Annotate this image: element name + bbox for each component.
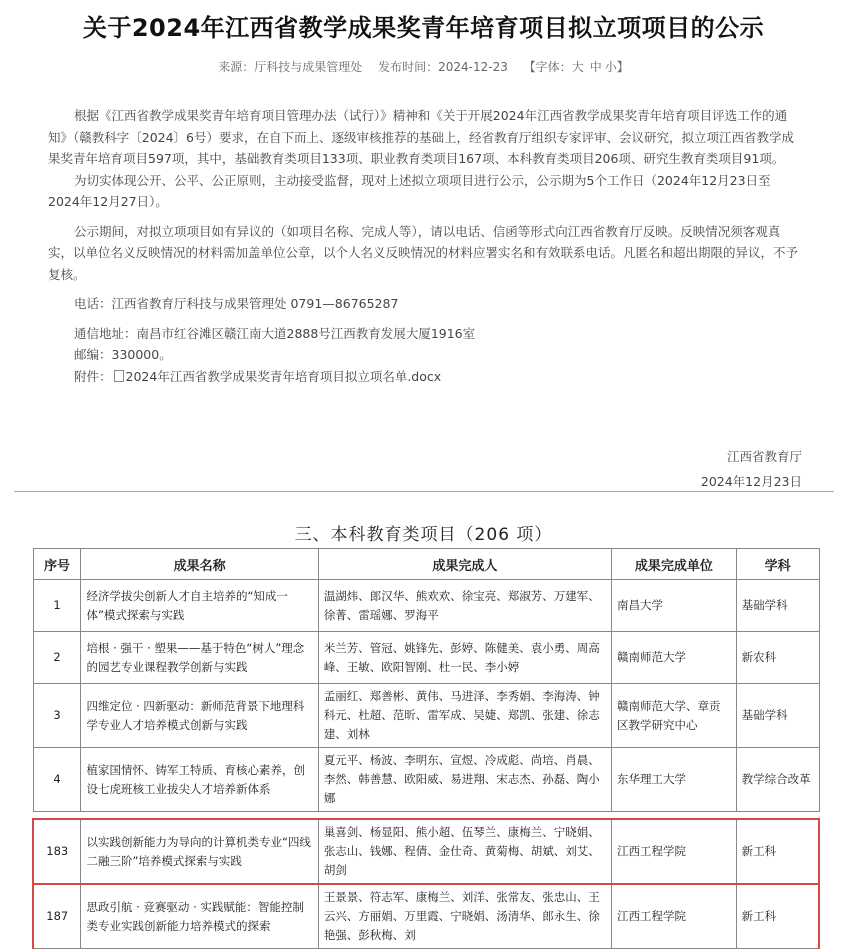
column-header-no: 序号	[33, 549, 81, 580]
cell-name: 四维定位 · 四新驱动：新师范背景下地理科学专业人才培养模式创新与实践	[81, 684, 318, 748]
table-row-highlighted	[33, 819, 819, 884]
cell-unit: 江西工程学院	[611, 819, 736, 884]
cell-subject: 基础学科	[736, 580, 819, 632]
paragraph-publicity: 为切实体现公开、公平、公正原则，主动接受监督，现对上述拟立项项目进行公示，公示期为5个工作日（2024年12月23日至2024年12月27日）。	[48, 172, 771, 209]
cell-no: 3	[33, 684, 81, 748]
cell-no: 2	[33, 632, 81, 684]
column-header-subject: 学科	[736, 549, 819, 580]
column-header-people: 成果完成人	[318, 549, 611, 580]
page-title: 关于2024年江西省教学成果奖青年培育项目拟立项项目的公示	[82, 14, 765, 42]
font-size-controls	[524, 60, 629, 74]
table-row	[33, 748, 819, 812]
cell-unit: 赣南师范大学	[611, 632, 736, 684]
cell-name: 植家国情怀、铸军工特质、育核心素养，创设七虎班核工业拔尖人才培养新体系	[81, 748, 318, 812]
cell-unit: 南昌大学	[611, 580, 736, 632]
cell-subject: 新农科	[736, 632, 819, 684]
attachment-link[interactable]: 2024年江西省教学成果奖青年培育项目拟立项名单.docx	[125, 368, 442, 384]
divider	[14, 491, 834, 492]
cell-name: 培根 · 强干 · 塑果——基于特色“树人”理念的园艺专业课程教学创新与实践	[81, 632, 318, 684]
cell-no: 4	[33, 748, 81, 812]
projects-table	[32, 548, 820, 949]
column-header-name: 成果名称	[81, 549, 318, 580]
paragraph-basis: 根据《江西省教学成果奖青年培育项目管理办法（试行）》精神和《关于开展2024年江西省教学成果奖青年培育项目评选工作的通知》（赣教科字〔2024〕6号）要求，在自下而上、逐级审核推荐的基础上，经省教育厅组织专家评审、会议研究，拟立项江西省教学成果奖青年培育项目597项，其中，基础教育类项目133项、职业教育类项目167项、本科教育类项目206项、研究生教育类项目91项。	[48, 108, 795, 166]
cell-unit: 江西工程学院	[611, 884, 736, 949]
cell-people: 孟丽红、郑善彬、黄伟、马进泽、李秀娟、李海涛、钟科元、杜超、范昕、雷军成、吴婕、郑凯、张建、徐志建、刘林	[318, 684, 611, 748]
cell-people: 夏元平、杨波、李明东、宣煜、冷成彪、尚培、肖晨、李然、韩善慧、欧阳威、易进翔、宋志杰、孙磊、陶小娜	[318, 748, 611, 812]
cell-unit: 赣南师范大学、章贡区教学研究中心	[611, 684, 736, 748]
cell-subject: 教学综合改革	[736, 748, 819, 812]
cell-people: 王景景、符志军、康梅兰、刘洋、张常友、张忠山、王云兴、方丽娟、万里霞、宁晓娟、汤清华、郎永生、徐艳强、彭秋梅、刘	[318, 884, 611, 949]
font-small-button[interactable]: 小】	[604, 60, 629, 74]
cell-no: 1	[33, 580, 81, 632]
contact-address: 通信地址：南昌市红谷滩区赣江南大道2888号江西教育发展大厦1916室	[74, 325, 476, 341]
cell-unit: 东华理工大学	[611, 748, 736, 812]
cell-name: 经济学拔尖创新人才自主培养的“知成一体”模式探索与实践	[81, 580, 318, 632]
section-title: 三、本科教育类项目（206 项）	[294, 525, 553, 545]
cell-people: 温湖炜、郎汉华、熊欢欢、徐宝亮、郑淑芳、万建军、徐菁、雷瑶娜、罗海平	[318, 580, 611, 632]
contact-postcode: 邮编：330000。	[74, 347, 172, 362]
cell-subject: 基础学科	[736, 684, 819, 748]
cell-subject: 新工科	[736, 819, 819, 884]
article-body	[48, 105, 800, 387]
contact-phone: 电话：江西省教育厅科技与成果管理处 0791—86765287	[74, 296, 399, 311]
font-size-label: 【字体：	[523, 60, 572, 74]
cell-people: 巢喜剑、杨显阳、熊小超、伍琴兰、康梅兰、宁晓娟、张志山、钱娜、程倩、金仕奇、黄菊梅、胡斌、刘艾、胡剑	[318, 819, 611, 884]
table-row	[33, 632, 819, 684]
cell-no: 183	[33, 819, 81, 884]
article-meta	[0, 58, 847, 75]
sign-date: 2024年12月23日	[700, 474, 802, 489]
attachment-label: 附件：	[74, 368, 112, 384]
table-header-row	[33, 549, 819, 580]
cell-no: 187	[33, 884, 81, 949]
table-row-highlighted	[33, 884, 819, 949]
table-row	[33, 684, 819, 748]
table-row	[33, 580, 819, 632]
sign-org: 江西省教育厅	[726, 449, 802, 464]
cell-name: 思政引航 · 竞赛驱动 · 实践赋能：智能控制类专业实践创新能力培养模式的探索	[81, 884, 318, 949]
cell-name: 以实践创新能力为导向的计算机类专业“四线二融三阶”培养模式探索与实践	[81, 819, 318, 884]
column-header-unit: 成果完成单位	[611, 549, 736, 580]
paragraph-objection: 公示期间，对拟立项项目如有异议的（如项目名称、完成人等），请以电话、信函等形式向江西省教育厅反映。反映情况须客观真实，以单位名义反映情况的材料需加盖单位公章，以个人名义反映情况的材料应署实名和有效联系电话。凡匿名和超出期限的异议，不予复核。	[48, 223, 799, 282]
publish-time: 发布时间：2024-12-23	[378, 60, 508, 74]
source-label: 来源：厅科技与成果管理处	[218, 60, 363, 74]
table-gap	[33, 812, 819, 820]
font-medium-button[interactable]: 中	[589, 60, 602, 74]
attachment-line	[48, 366, 800, 388]
font-large-button[interactable]: 大	[571, 60, 584, 74]
cell-subject: 新工科	[736, 884, 819, 949]
cell-people: 米兰芳、管冠、姚锋先、彭婷、陈健美、袁小勇、周高峰、王敏、欧阳智刚、杜一民、李小婷	[318, 632, 611, 684]
document-icon	[114, 370, 124, 382]
